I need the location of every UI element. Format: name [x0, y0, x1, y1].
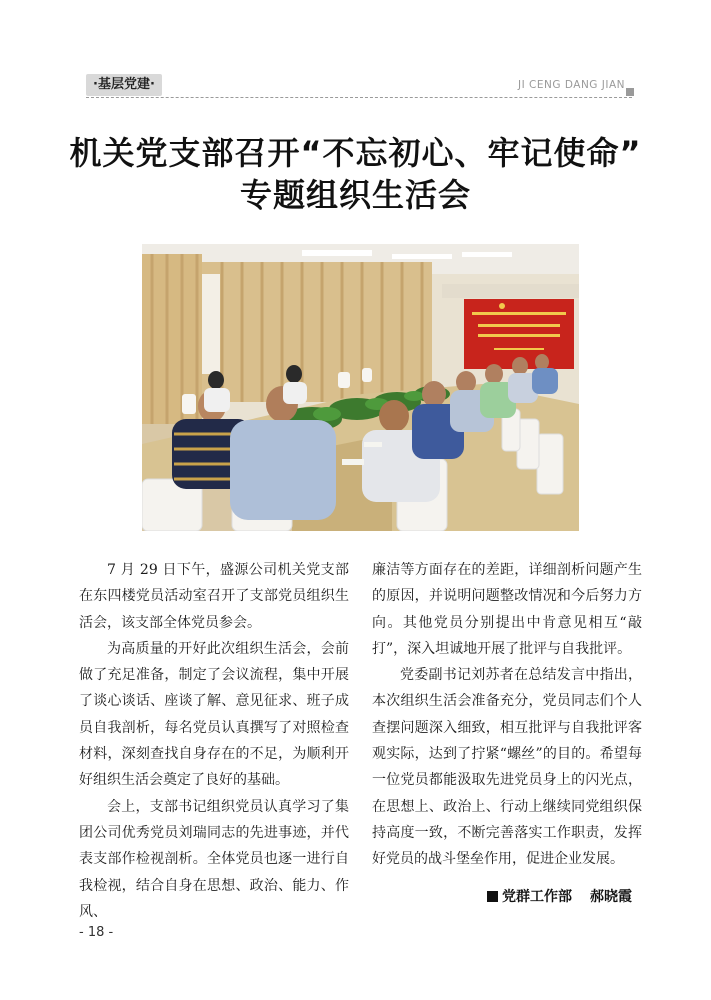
paragraph: 党委副书记刘苏者在总结发言中指出，本次组织生活会准备充分，党员同志们个人查摆问题深入细致，相互批评与自我批评客观实际，达到了拧紧“螺丝”的目的。希望每一位党员都能汲取先进党员身上的闪光点，在思想上、政治上、行动上继续同党组织保持高度一致，不断完善落实工作职责，发挥好党员的战斗堡垒作用，促进企业发展。: [372, 667, 642, 868]
section-tag: [86, 74, 162, 96]
page-number: - 18 -: [79, 925, 114, 940]
article-title-line-1: 机关党支部召开“不忘初心、牢记使命”: [69, 134, 642, 172]
section-english-label: JI CENG DANG JIAN: [518, 79, 625, 91]
header-divider: [86, 97, 632, 98]
byline: [487, 886, 632, 906]
paragraph: 7 月 29 日下午，盛源公司机关党支部在东四楼党员活动室召开了支部党员组织生活会，该支部全体党员参会。: [79, 562, 349, 631]
paragraph: 会上，支部书记组织党员认真学习了集团公司优秀党员刘瑞同志的先进事迹，并代表支部作检视剖析。全体党员也逐一进行自我检视，结合自身在思想、政治、能力、作风、: [79, 798, 349, 920]
article-title-line-2: 专题组织生活会: [239, 176, 471, 214]
paragraph: 为高质量的开好此次组织生活会，会前做了充足准备，制定了会议流程，集中开展了谈心谈话、座谈了解、意见征求、班子成员自我剖析，每名党员认真撰写了对照检查材料，深刻查找自身存在的不足，为顺利开好组织生活会奠定了良好的基础。: [79, 640, 349, 789]
byline-author: 郝晓霞: [590, 889, 632, 905]
section-label: 基层党建: [97, 77, 150, 92]
paragraph-continued: 廉洁等方面存在的差距，详细剖析问题产生的原因，并说明问题整改情况和今后努力方向。其他党员分别提出中肯意见相互“敲打”，深入坦诚地开展了批评与自我批评。: [372, 562, 642, 657]
header-square-marker: [626, 88, 634, 96]
article-body-right: [372, 557, 642, 873]
article-body-left: [79, 557, 349, 925]
tag-dot-left: ·: [93, 77, 98, 92]
meeting-photo: [142, 244, 579, 531]
byline-department: 党群工作部: [502, 889, 572, 905]
square-bullet-icon: [487, 891, 498, 902]
tag-dot-right: ·: [150, 77, 155, 92]
